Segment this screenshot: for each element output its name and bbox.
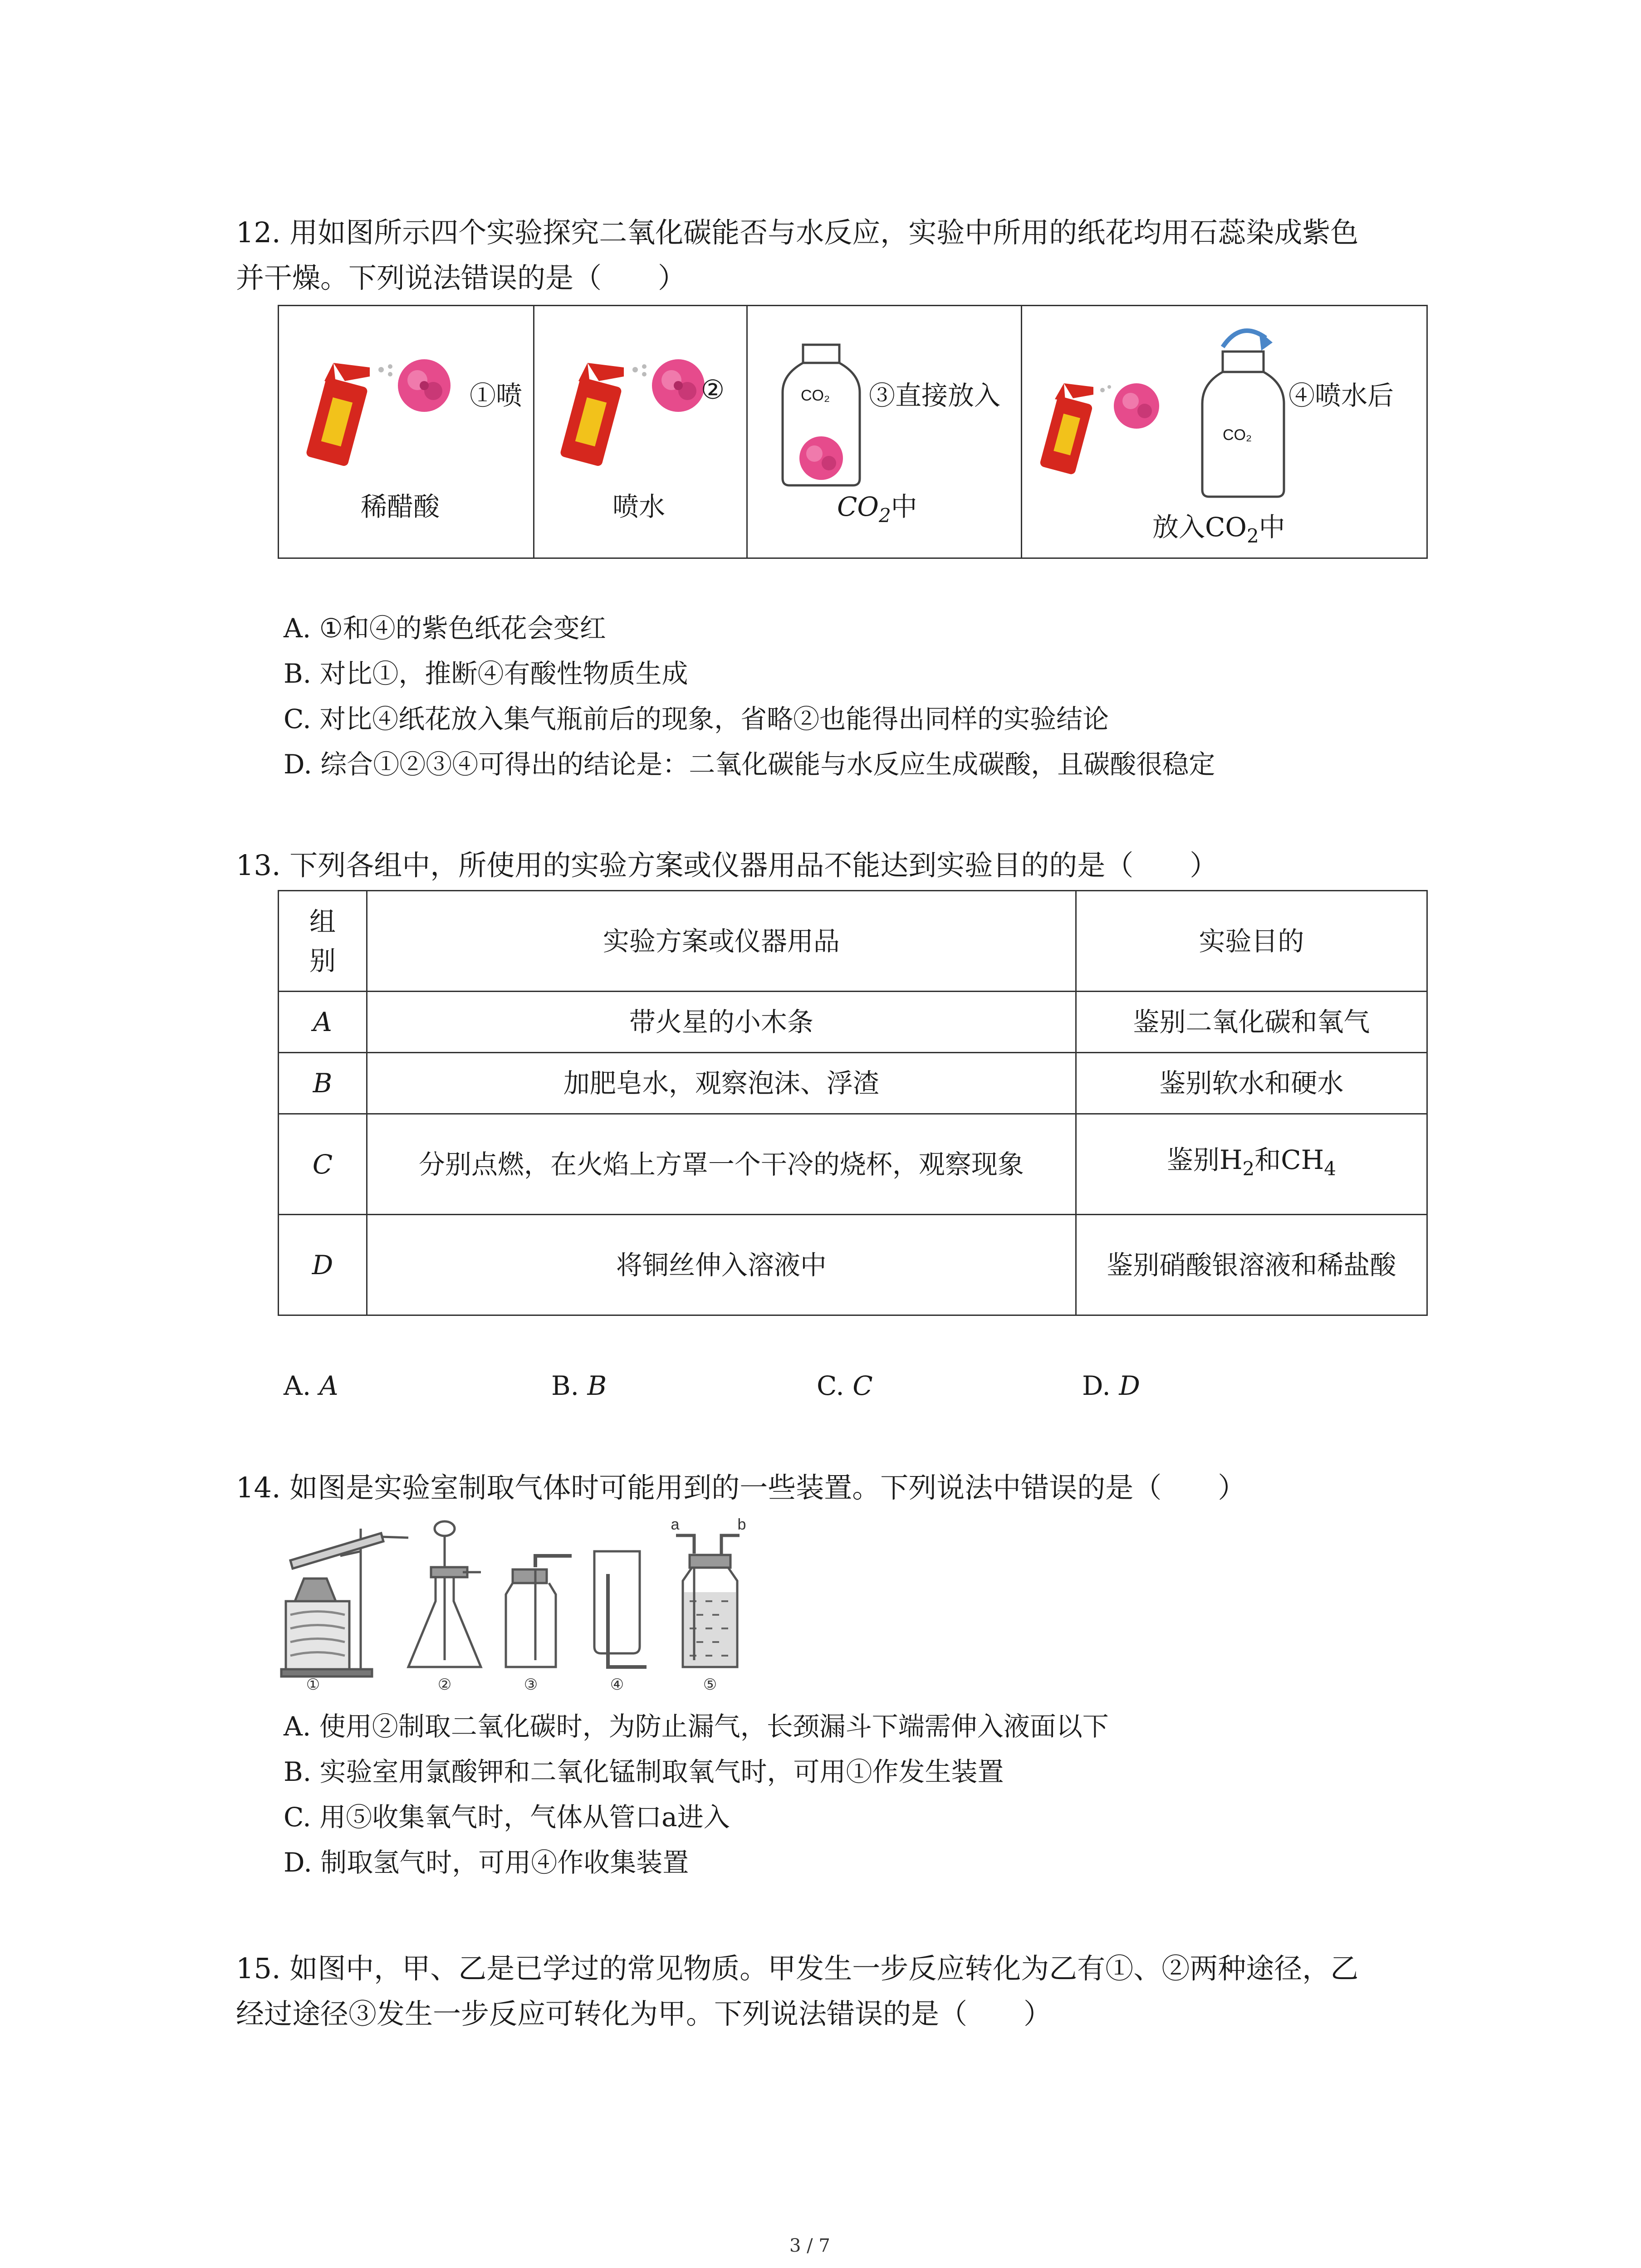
q13-option-b: B. B <box>551 1370 607 1401</box>
row-group: A <box>279 992 367 1053</box>
bottle-label: CO₂ <box>1223 426 1252 444</box>
q12-option-b: B. 对比①，推断④有酸性物质生成 <box>284 658 688 689</box>
row-plan: 分别点燃，在火焰上方罩一个干冷的烧杯，观察现象 <box>367 1114 1076 1215</box>
q13-table <box>278 890 1428 1316</box>
row-plan: 带火星的小木条 <box>367 992 1076 1053</box>
page-number: 3 / 7 <box>789 2235 830 2256</box>
table-row <box>279 1114 1427 1215</box>
q13-option-d: D. D <box>1082 1370 1140 1401</box>
gas-bottle-icon <box>778 342 864 488</box>
panel4-caption: 放入$CO_2$中 <box>1152 512 1285 547</box>
row-plan: 将铜丝伸入溶液中 <box>367 1215 1076 1315</box>
q12-option-c: C. 对比④纸花放入集气瓶前后的现象，省略②也能得出同样的实验结论 <box>284 704 1109 734</box>
sprayer-flower-icon <box>1034 372 1171 476</box>
q12-option-a: A. ①和④的紫色纸花会变红 <box>284 613 606 644</box>
table-header-row <box>279 891 1427 992</box>
port-label-b: b <box>737 1516 746 1533</box>
header-goal: 实验目的 <box>1076 891 1427 992</box>
row-group: C <box>279 1114 367 1215</box>
q14-stem: 14. 如图是实验室制取气体时可能用到的一些装置。下列说法中错误的是（ ） <box>236 1471 1246 1504</box>
device-label-3: ③ <box>524 1676 538 1692</box>
device-label-1: ① <box>306 1676 320 1692</box>
q12-figure-panel <box>278 305 1428 559</box>
sprayer-flower-icon <box>302 349 497 472</box>
q13-option-c: C. C <box>817 1370 873 1401</box>
q14-option-d: D. 制取氢气时，可用④作收集装置 <box>284 1847 689 1878</box>
row-group: B <box>279 1053 367 1114</box>
q13-option-a: A. A <box>284 1370 338 1401</box>
table-row <box>279 1215 1427 1315</box>
panel2-caption: 喷水 <box>612 491 666 522</box>
q15-stem-line2: 经过途径③发生一步反应可转化为甲。下列说法错误的是（ ） <box>236 1997 1052 2030</box>
q13-stem: 13. 下列各组中，所使用的实验方案或仪器用品不能达到实验目的的是（ ） <box>236 849 1218 882</box>
table-row <box>279 1053 1427 1114</box>
panel3-caption: $CO_2$中 <box>837 491 917 527</box>
port-label-a: a <box>671 1516 680 1533</box>
row-goal: 鉴别二氧化碳和氧气 <box>1076 992 1427 1053</box>
q12-stem-line2: 并干燥。下列说法错误的是（ ） <box>236 261 686 294</box>
device-label-2: ② <box>437 1676 452 1692</box>
sprayer-flower-icon <box>556 349 751 472</box>
device-label-4: ④ <box>610 1676 624 1692</box>
panel4-number: ④喷水后 <box>1288 380 1394 411</box>
q14-option-b: B. 实验室用氯酸钾和二氧化锰制取氧气时，可用①作发生装置 <box>284 1756 1004 1787</box>
q12-stem-line1: 12. 用如图所示四个实验探究二氧化碳能否与水反应，实验中所用的纸花均用石蕊染成紫色 <box>236 216 1359 249</box>
q14-option-c: C. 用⑤收集氧气时，气体从管口a进入 <box>284 1802 730 1833</box>
row-goal: 鉴别软水和硬水 <box>1076 1053 1427 1114</box>
q12-option-d: D. 综合①②③④可得出的结论是：二氧化碳能与水反应生成碳酸，且碳酸很稳定 <box>284 749 1215 780</box>
row-goal: 鉴别$H_2$和$CH_4$ <box>1076 1114 1427 1215</box>
table-row <box>279 992 1427 1053</box>
panel3-number: ③直接放入 <box>869 380 1001 411</box>
panel2-number: ② <box>701 374 725 405</box>
panel1-number: ①喷 <box>470 380 523 411</box>
q15-stem-line1: 15. 如图中，甲、乙是已学过的常见物质。甲发生一步反应转化为乙有①、②两种途径，乙 <box>236 1952 1359 1985</box>
row-plan: 加肥皂水，观察泡沫、浮渣 <box>367 1053 1076 1114</box>
bottle-label: CO₂ <box>801 387 830 404</box>
lab-apparatus-diagram <box>277 1510 808 1692</box>
q14-option-a: A. 使用②制取二氧化碳时，为防止漏气，长颈漏斗下端需伸入液面以下 <box>284 1711 1109 1742</box>
panel1-caption: 稀醋酸 <box>361 491 440 522</box>
header-group: 组别 <box>279 891 367 992</box>
gas-bottle-icon <box>1198 349 1288 499</box>
device-label-5: ⑤ <box>703 1676 717 1692</box>
row-group: D <box>279 1215 367 1315</box>
row-goal: 鉴别硝酸银溶液和稀盐酸 <box>1076 1215 1427 1315</box>
header-plan: 实验方案或仪器用品 <box>367 891 1076 992</box>
